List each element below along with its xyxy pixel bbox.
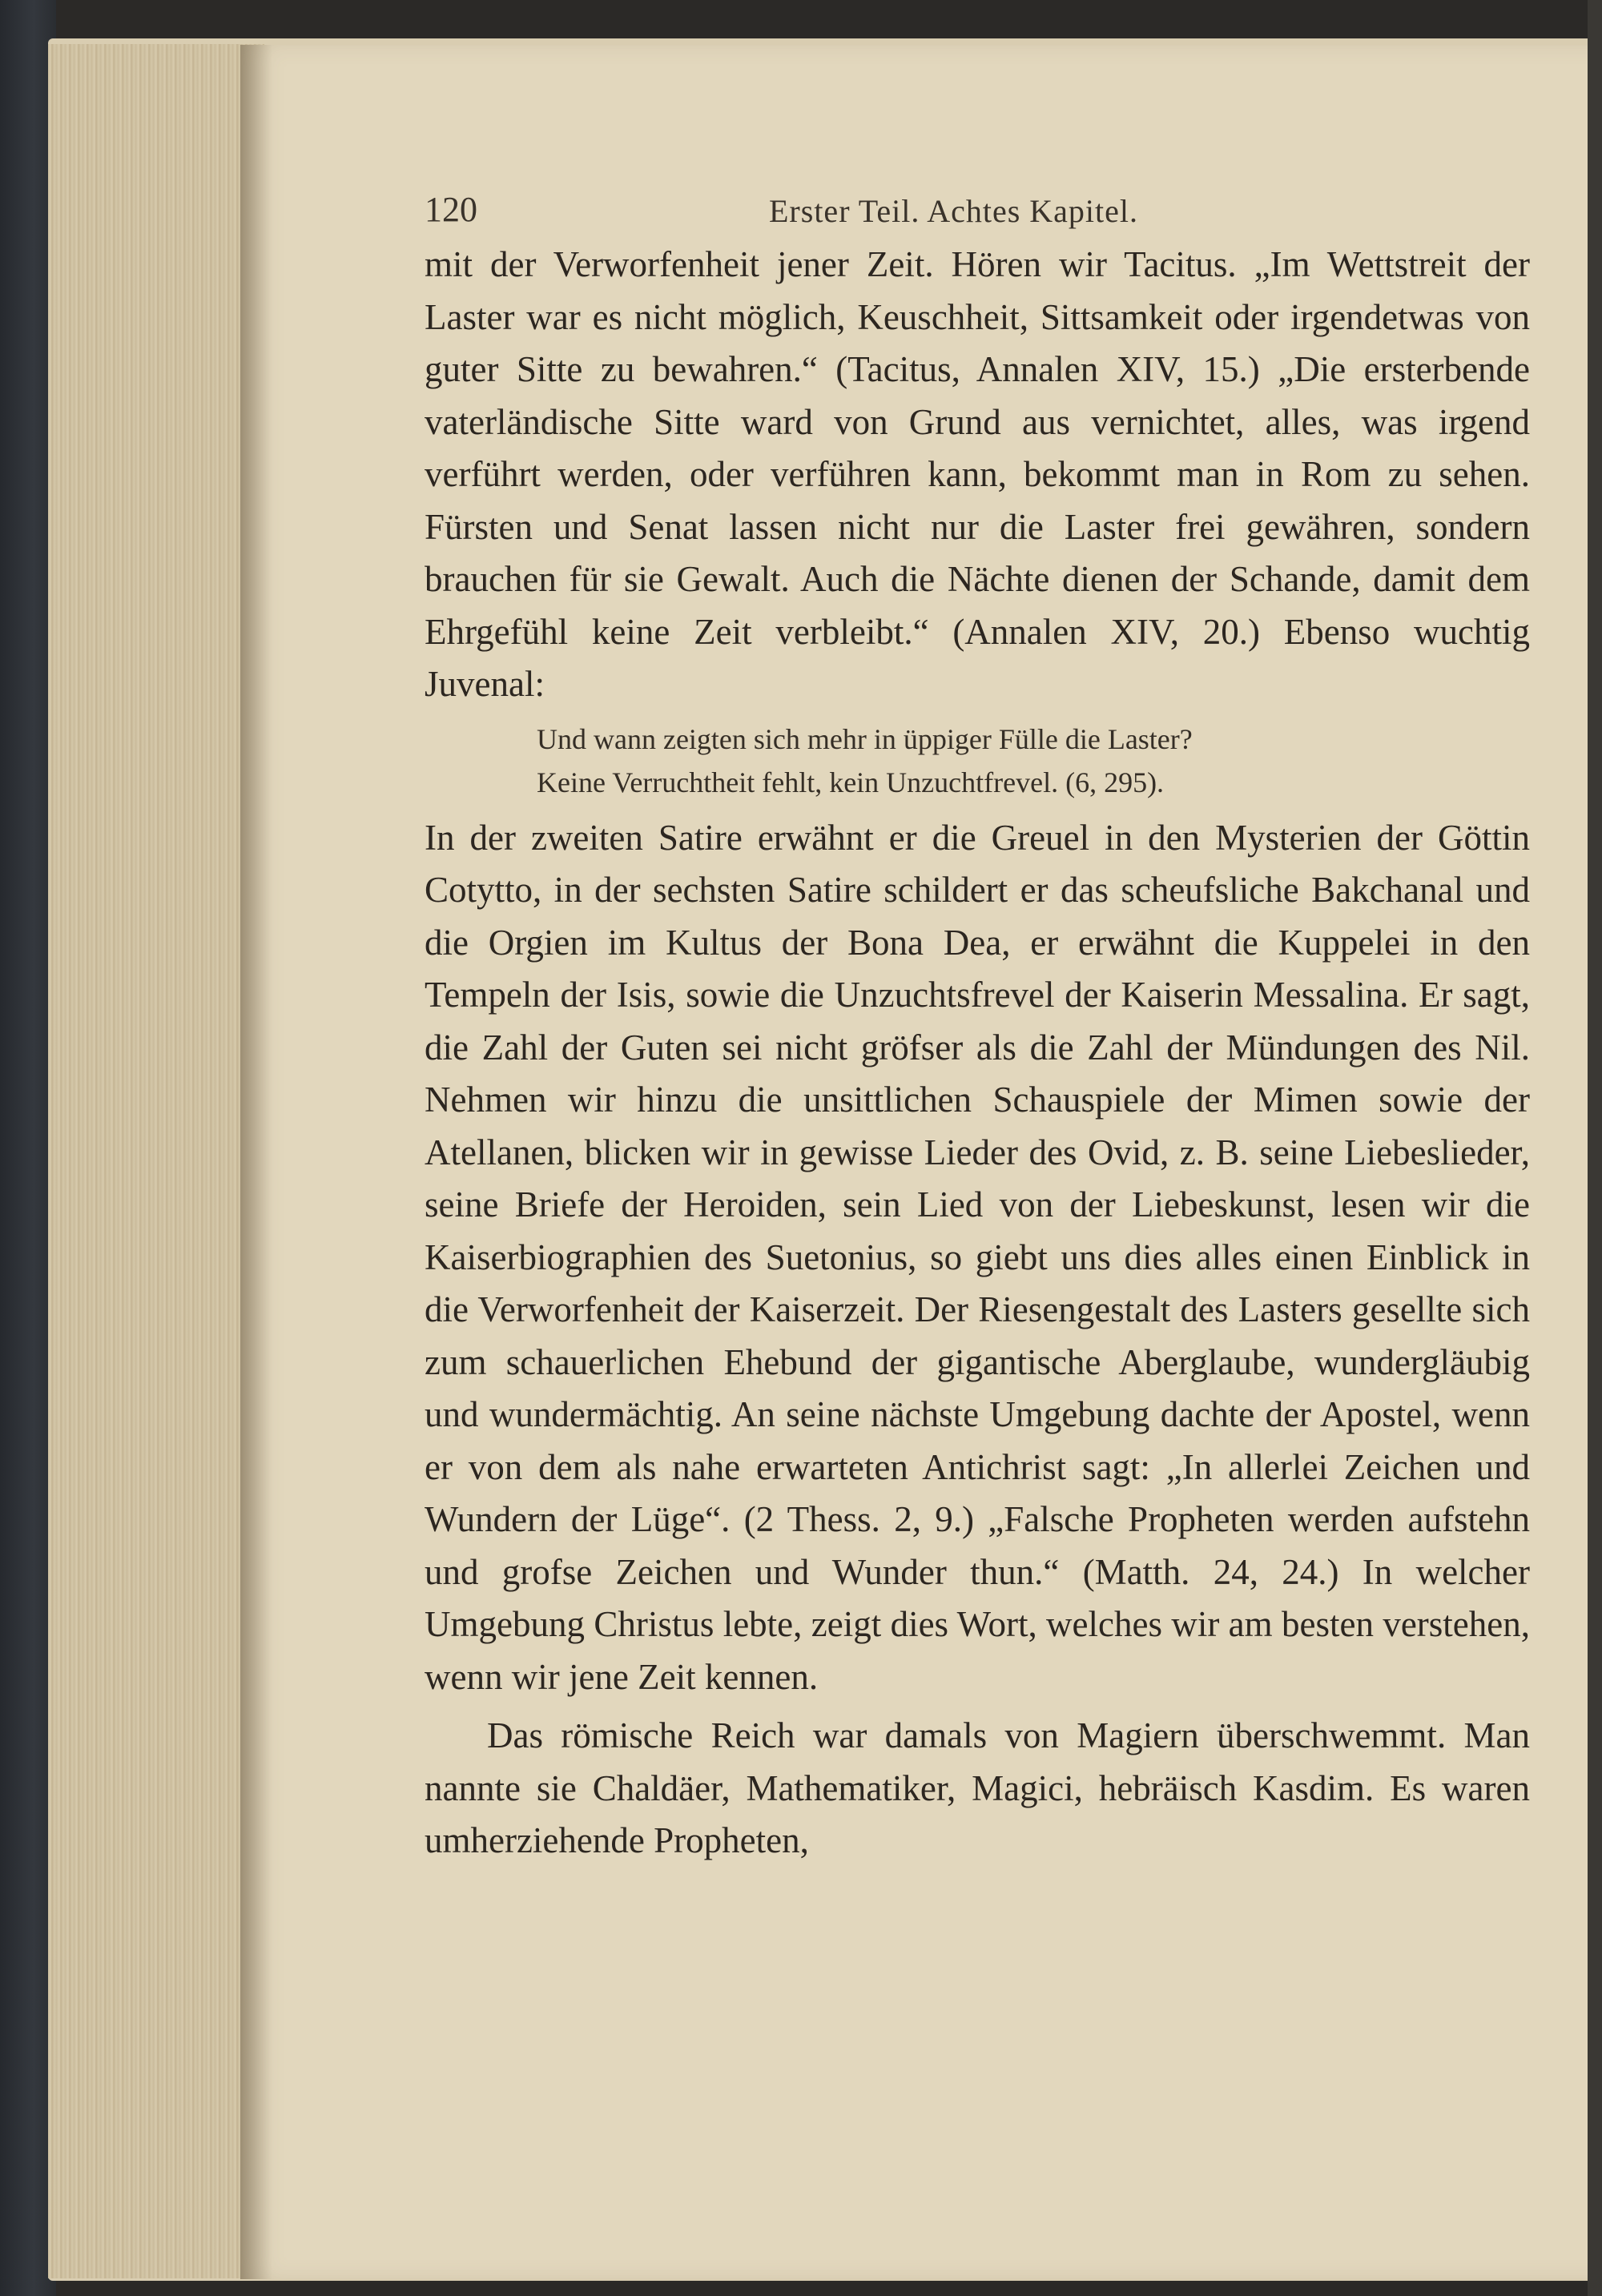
quote-line: Und wann zeigten sich mehr in üppiger Fülle die Laster? <box>537 722 1193 755</box>
stacked-page-edges <box>48 44 264 2278</box>
paragraph-juvenal-satires: In der zweiten Satire erwähnt er die Greuel in den Mysterien der Göttin Cotytto, in der sechsten Satire schildert er das scheufsliche Bakchanal und die Orgien im Kultus der Bona Dea, er erwähnt die Kuppelei in den Tempeln der Isis, sowie die Unzuchtsfrevel der Kaiserin Messalina. Er sagt, die Zahl der Guten sei nicht gröfser als die Zahl der Mündungen des Nil. Nehmen wir hinzu die unsittlichen Schauspiele der Mimen sowie der Atellanen, blicken wir in gewisse Lieder des Ovid, z. B. seine Liebeslieder, seine Briefe der Heroiden, sein Lied von der Liebeskunst, lesen wir die Kaiserbiographien des Suetonius, so giebt uns dies alles einen Einblick in die Verworfenheit der Kaiserzeit. Der Riesengestalt des Lasters gesellte sich zum schauerlichen Ehebund der gigantische Aberglaube, wundergläubig und wundermächtig. An seine nächste Umgebung dachte der Apostel, wenn er von dem als nahe erwarteten Antichrist sagt: „In allerlei Zeichen und Wundern der Lüge“. (2 Thess. 2, 9.) „Falsche Propheten werden aufstehn und grofse Zeichen und Wunder thun.“ (Matth. 24, 24.) In welcher Umgebung Christus lebte, zeigt dies Wort, welches wir am besten verstehen, wenn wir jene Zeit kennen. <box>425 817 1530 1697</box>
page-number: 120 <box>425 190 477 229</box>
juvenal-quote <box>537 718 1530 804</box>
right-background-edge <box>1588 0 1602 2296</box>
running-title: Erster Teil. Achtes Kapitel. <box>769 193 1139 229</box>
gutter-shadow <box>240 45 272 2279</box>
paragraph-tacitus: mit der Verworfenheit jener Zeit. Hören wir Tacitus. „Im Wettstreit der Laster war es nicht möglich, Keuschheit, Sittsamkeit oder irgendetwas von guter Sitte zu bewahren.“ (Tacitus, Annalen XIV, 15.) „Die ersterbende vaterländische Sitte ward von Grund aus vernichtet, alles, was irgend verführt werden, oder verführen kann, bekommt man in Rom zu sehen. Fürsten und Senat lassen nicht nur die Laster frei gewähren, sondern brauchen für sie Gewalt. Auch die Nächte dienen der Schande, damit dem Ehrgefühl keine Zeit verbleibt.“ (Annalen XIV, 20.) Ebenso wuchtig Juvenal: <box>425 244 1530 704</box>
running-head <box>425 183 1530 239</box>
page-text-block <box>425 183 1530 1868</box>
paragraph-magier: Das römische Reich war damals von Magiern überschwemmt. Man nannte sie Chaldäer, Mathematiker, Magici, hebräisch Kasdim. Es waren umherziehende Propheten, <box>425 1715 1530 1860</box>
quote-line: Keine Verruchtheit fehlt, kein Unzuchtfrevel. (6, 295). <box>537 766 1165 798</box>
